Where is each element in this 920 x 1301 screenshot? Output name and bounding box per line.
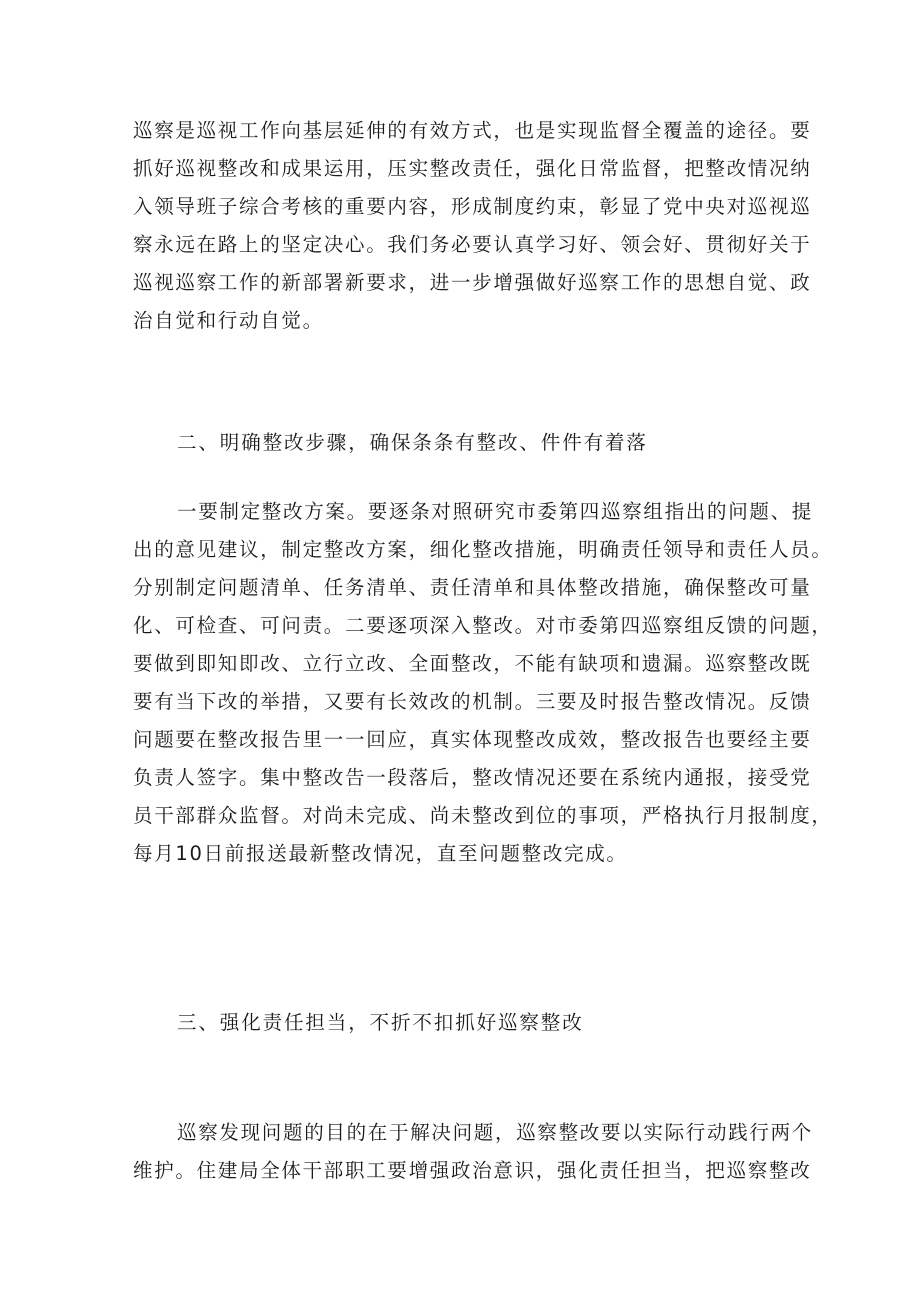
paragraph-2: [133, 493, 833, 873]
paragraph-line: 分别制定问题清单、任务清单、责任清单和具体整改措施，确保整改可量: [133, 576, 812, 599]
paragraph-1: [133, 112, 812, 340]
paragraph-line: 负责人签字。集中整改告一段落后，整改情况还要在系统内通报，接受党: [133, 766, 812, 789]
heading-text: 三、强化责任担当，不折不扣抓好巡察整改: [177, 1011, 584, 1034]
paragraph-line: 入领导班子综合考核的重要内容，形成制度约束，彰显了党中央对巡视巡: [133, 195, 812, 218]
paragraph-line: 维护。住建局全体干部职工要增强政治意识，强化责任担当，把巡察整改: [133, 1159, 812, 1182]
paragraph-line: 出的意见建议，制定整改方案，细化整改措施，明确责任领导和责任人员。: [133, 538, 833, 561]
heading-text: 二、明确整改步骤，确保条条有整改、件件有着落: [177, 431, 648, 454]
paragraph-3: [133, 1114, 814, 1190]
paragraph-line: 抓好巡视整改和成果运用，压实整改责任，强化日常监督，把整改情况纳: [133, 157, 812, 180]
paragraph-line: 巡察是巡视工作向基层延伸的有效方式，也是实现监督全覆盖的途径。要: [133, 119, 812, 142]
paragraph-line: 化、可检查、可问责。二要逐项深入整改。对市委第四巡察组反馈的问题，: [133, 614, 833, 637]
section-heading-2: [133, 424, 793, 462]
paragraph-line: 要有当下改的举措，又要有长效改的机制。三要及时报告整改情况。反馈: [133, 690, 812, 713]
paragraph-line: 问题要在整改报告里一一回应，真实体现整改成效，整改报告也要经主要: [133, 728, 812, 751]
paragraph-line: 巡视巡察工作的新部署新要求，进一步增强做好巡察工作的思想自觉、政: [133, 271, 812, 294]
paragraph-line: 察永远在路上的坚定决心。我们务必要认真学习好、领会好、贯彻好关于: [133, 233, 812, 256]
paragraph-line: 巡察发现问题的目的在于解决问题，巡察整改要以实际行动践行两个: [177, 1121, 814, 1144]
paragraph-line: 治自觉和行动自觉。: [133, 309, 324, 332]
paragraph-line: 员干部群众监督。对尚未完成、尚未整改到位的事项，严格执行月报制度，: [133, 804, 833, 827]
paragraph-line: 要做到即知即改、立行立改、全面整改，不能有缺项和遗漏。巡察整改既: [133, 652, 812, 675]
section-heading-3: [133, 1004, 793, 1042]
paragraph-line: 一要制定整改方案。要逐条对照研究市委第四巡察组指出的问题、提: [177, 500, 814, 523]
paragraph-line: 每月10日前报送最新整改情况，直至问题整改完成。: [133, 842, 628, 865]
